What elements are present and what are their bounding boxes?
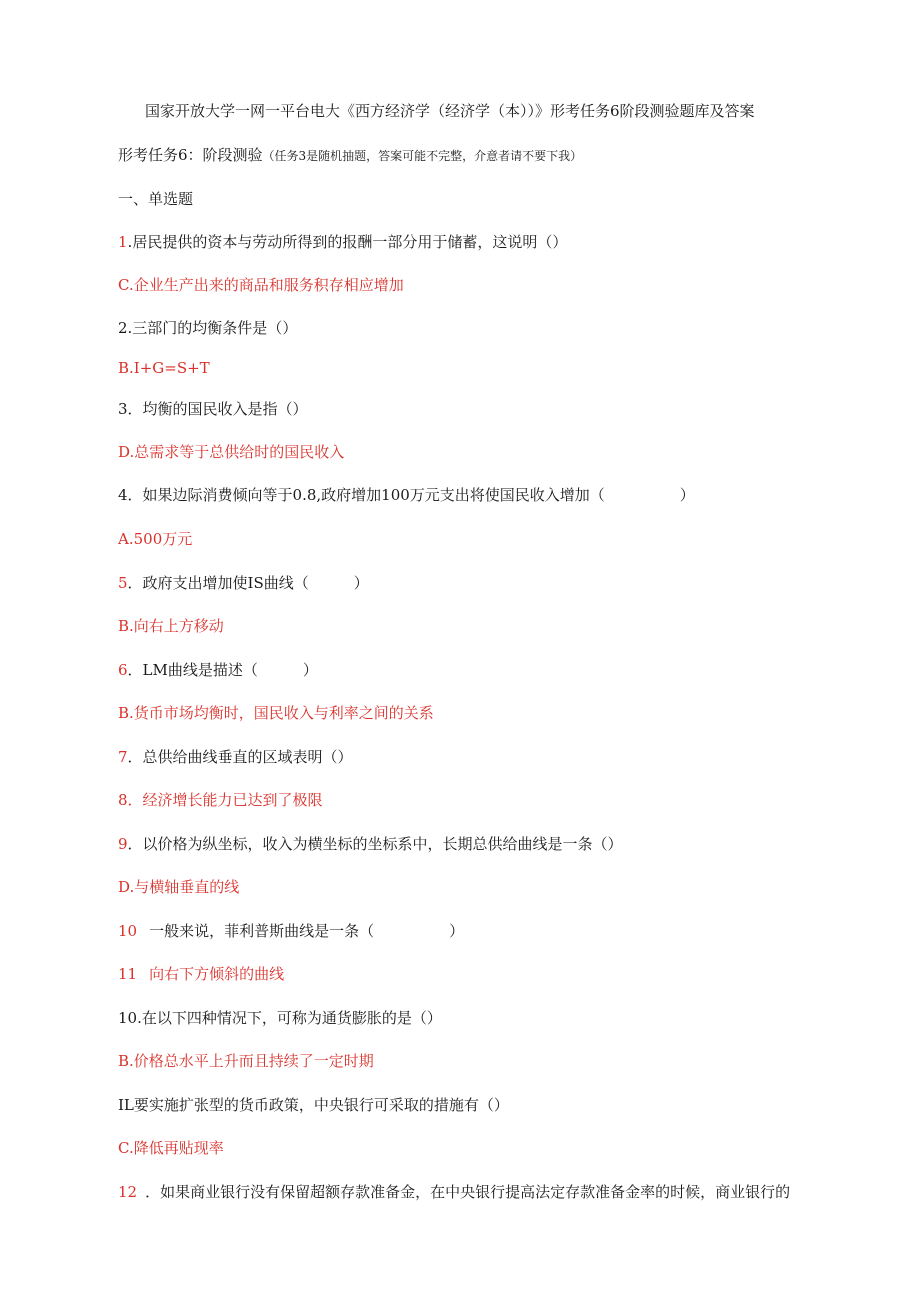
question-text: ．均衡的国民收入是指（）	[127, 400, 308, 418]
question-number: 7	[118, 748, 128, 766]
answer-9: D.与横轴垂直的线	[118, 878, 240, 896]
answer-1: C.企业生产出来的商品和服务积存相应增加	[118, 276, 404, 294]
question-4	[118, 485, 695, 505]
question-7	[118, 747, 353, 767]
answer-3: D.总需求等于总供给时的国民收入	[118, 443, 345, 461]
subtitle-note: （任务3是随机抽题，答案可能不完整，介意者请不要下我）	[262, 149, 583, 163]
document-subtitle	[118, 145, 582, 166]
answer-text: ．经济增长能力已达到了极限	[127, 791, 323, 809]
question-number: 10	[118, 922, 138, 940]
question-number: 5	[118, 574, 128, 592]
question-number: 6	[118, 661, 128, 679]
question-number: 12	[118, 1183, 138, 1201]
answer-4: A.500万元	[118, 530, 193, 548]
answer-number: 8	[118, 791, 128, 809]
question-5	[118, 573, 369, 593]
section-heading: 一、单选题	[118, 190, 194, 208]
question-text: ．总供给曲线垂直的区域表明（）	[127, 748, 353, 766]
answer-10	[118, 964, 284, 984]
question-text: ．LM曲线是描述（ ）	[127, 661, 318, 679]
question-text: ．以价格为纵坐标，收入为横坐标的坐标系中，长期总供给曲线是一条（）	[127, 835, 623, 853]
question-12	[118, 1182, 790, 1202]
answer-2: B.I+G=S+T	[118, 359, 210, 377]
question-text: ．如果边际消费倾向等于0.8,政府增加100万元支出将使国民收入增加（ ）	[127, 486, 695, 504]
question-number: 9	[118, 835, 128, 853]
question-10	[118, 921, 464, 941]
answer-text: 向右下方倾斜的曲线	[149, 965, 285, 983]
question-text: ．政府支出增加使IS曲线（ ）	[127, 574, 369, 592]
answer-number: 11	[118, 965, 138, 983]
question-number: 3	[118, 400, 128, 418]
question-1	[118, 232, 567, 252]
answer-11: C.降低再贴现率	[118, 1139, 224, 1157]
question-3	[118, 399, 308, 419]
question-text: ．如果商业银行没有保留超额存款准备金，在中央银行提高法定存款准备金率的时候，商业银行的	[145, 1183, 791, 1201]
subtitle-main: 形考任务6：阶段测验	[118, 146, 263, 164]
answer-6: B.货币市场均衡时，国民收入与利率之间的关系	[118, 704, 434, 722]
question-9	[118, 834, 623, 854]
answer-7	[118, 790, 323, 810]
question-10b: 10.在以下四种情况下，可称为通货膨胀的是（）	[118, 1009, 442, 1027]
question-2: 2.三部门的均衡条件是（）	[118, 319, 298, 337]
answer-5: B.向右上方移动	[118, 617, 224, 635]
question-11: IL要实施扩张型的货币政策，中央银行可采取的措施有（）	[118, 1096, 509, 1114]
question-6	[118, 660, 318, 680]
document-title: 国家开放大学一网一平台电大《西方经济学（经济学（本））》形考任务6阶段测验题库及答案	[145, 102, 755, 120]
question-text: .居民提供的资本与劳动所得到的报酬一部分用于储蓄，这说明（）	[127, 233, 568, 251]
question-text: 一般来说，菲利普斯曲线是一条（ ）	[149, 922, 465, 940]
question-number: 1	[118, 233, 128, 251]
question-number: 4	[118, 486, 128, 504]
answer-10b: B.价格总水平上升而且持续了一定时期	[118, 1052, 374, 1070]
